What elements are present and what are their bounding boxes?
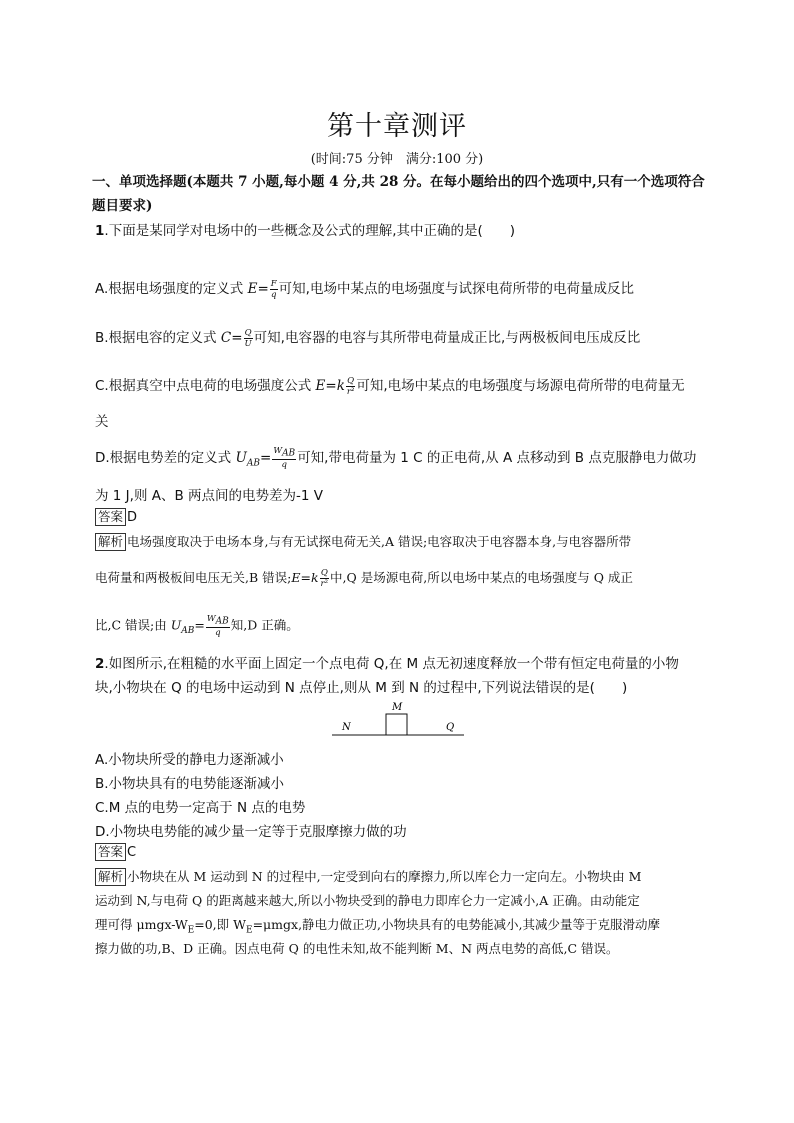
q1-option-c-cont: 关 xyxy=(95,414,109,430)
formula-f-over-q: $\frac{F}{q}$ xyxy=(270,278,277,300)
small-block xyxy=(386,714,407,735)
analysis-tag: 解析 xyxy=(95,868,126,886)
q2-answer: 答案 C xyxy=(95,843,136,861)
q2-option-a: A.小物块所受的静电力逐渐减小 xyxy=(95,752,284,768)
answer-tag: 答案 xyxy=(95,843,126,861)
q1-analysis: 解析 电场强度取决于电场本身,与有无试探电荷无关,A 错误;电容取决于电容器本身,与电容器所带 xyxy=(95,532,631,551)
q2-option-d: D.小物块电势能的减少量一定等于克服摩擦力做的功 xyxy=(95,824,407,840)
formula-q-over-r2: $\frac{Q}{\text{r²}}$ xyxy=(346,375,355,397)
q1-option-b: B.根据电容的定义式 C= $\frac{Q}{U}$ 可知,电容器的电容与其所带电荷量成正比,与两极板间电压成反比 xyxy=(95,327,641,349)
question-1-stem: 1.下面是某同学对电场中的一些概念及公式的理解,其中正确的是( ) xyxy=(95,223,516,239)
q1-option-d-cont: 为 1 J,则 A、B 两点间的电势差为-1 V xyxy=(95,488,324,504)
question-2-stem: 2.如图所示,在粗糙的水平面上固定一个点电荷 Q,在 M 点无初速度释放一个带有恒定电荷量的小物 xyxy=(95,656,679,672)
formula-q-over-u: $\frac{Q}{U}$ xyxy=(244,327,252,349)
q2-analysis-line-2: 运动到 N,与电荷 Q 的距离越来越大,所以小物块受到的静电力即库仑力一定减小,A 正确。由动能定 xyxy=(95,893,640,908)
label-m: M xyxy=(392,702,403,713)
q2-analysis-line-4: 擦力做的功,B、D 正确。因点电荷 Q 的电性未知,故不能判断 M、N 两点电势的高低,C 错误。 xyxy=(95,941,619,956)
q1-analysis-line-2: 电荷量和两极板间电压无关,B 错误;E=k $\frac{Q}{\text{r²}}$ 中,Q 是场源电荷,所以电场中某点的电场强度与 Q 成正 xyxy=(95,568,633,589)
q2-diagram xyxy=(328,700,468,740)
analysis-tag: 解析 xyxy=(95,533,126,551)
label-q: Q xyxy=(446,722,455,733)
q1-analysis-line-3: 比,C 错误;由 $U_{AB}=$ $\frac{W_{AB}}{q}$ 知,D 正确。 xyxy=(95,614,299,638)
q1-option-d: D.根据电势差的定义式 $U_{AB}=$ $\frac{W_{AB}}{q}$ 可知,带电荷量为 1 C 的正电荷,从 A 点移动到 B 点克服静电力做功 xyxy=(95,446,697,470)
q2-diagram-svg xyxy=(328,700,468,740)
label-n: N xyxy=(342,722,351,733)
q1-option-a: A.根据电场强度的定义式 E= $\frac{F}{q}$ 可知,电场中某点的电场强度与试探电荷所带的电荷量成反比 xyxy=(95,278,634,300)
page-title: 第十章测评 xyxy=(327,111,467,142)
formula-wab-over-q: $\frac{W_{AB}}{q}$ xyxy=(273,446,296,470)
section-heading: 一、单项选择题(本题共 7 小题,每小题 4 分,共 28 分。在每小题给出的四个选项中,只有一个选项符合题目要求) xyxy=(92,174,705,214)
q2-option-c: C.M 点的电势一定高于 N 点的电势 xyxy=(95,800,306,816)
question-2-stem-cont: 块,小物块在 Q 的电场中运动到 N 点停止,则从 M 到 N 的过程中,下列说法错误的是( ) xyxy=(95,680,628,696)
q2-option-b: B.小物块具有的电势能逐渐减小 xyxy=(95,776,285,792)
q1-answer: 答案 D xyxy=(95,508,137,526)
exam-info: (时间:75 分钟 满分:100 分) xyxy=(310,152,484,167)
q2-analysis-line-3: 理可得 μmgx-$W_E=0$,即 $W_E=\mu mgx$,静电力做正功,小物块具有的电势能减小,其减少量等于克服滑动摩 xyxy=(95,917,660,936)
q2-analysis: 解析 小物块在从 M 运动到 N 的过程中,一定受到向右的摩擦力,所以库仑力一定向左。小物块由 M xyxy=(95,867,641,886)
answer-tag: 答案 xyxy=(95,508,126,526)
q1-option-c: C.根据真空中点电荷的电场强度公式 E=k $\frac{Q}{\text{r²}}$ 可知,电场中某点的电场强度与场源电荷所带的电荷量无 xyxy=(95,375,685,397)
